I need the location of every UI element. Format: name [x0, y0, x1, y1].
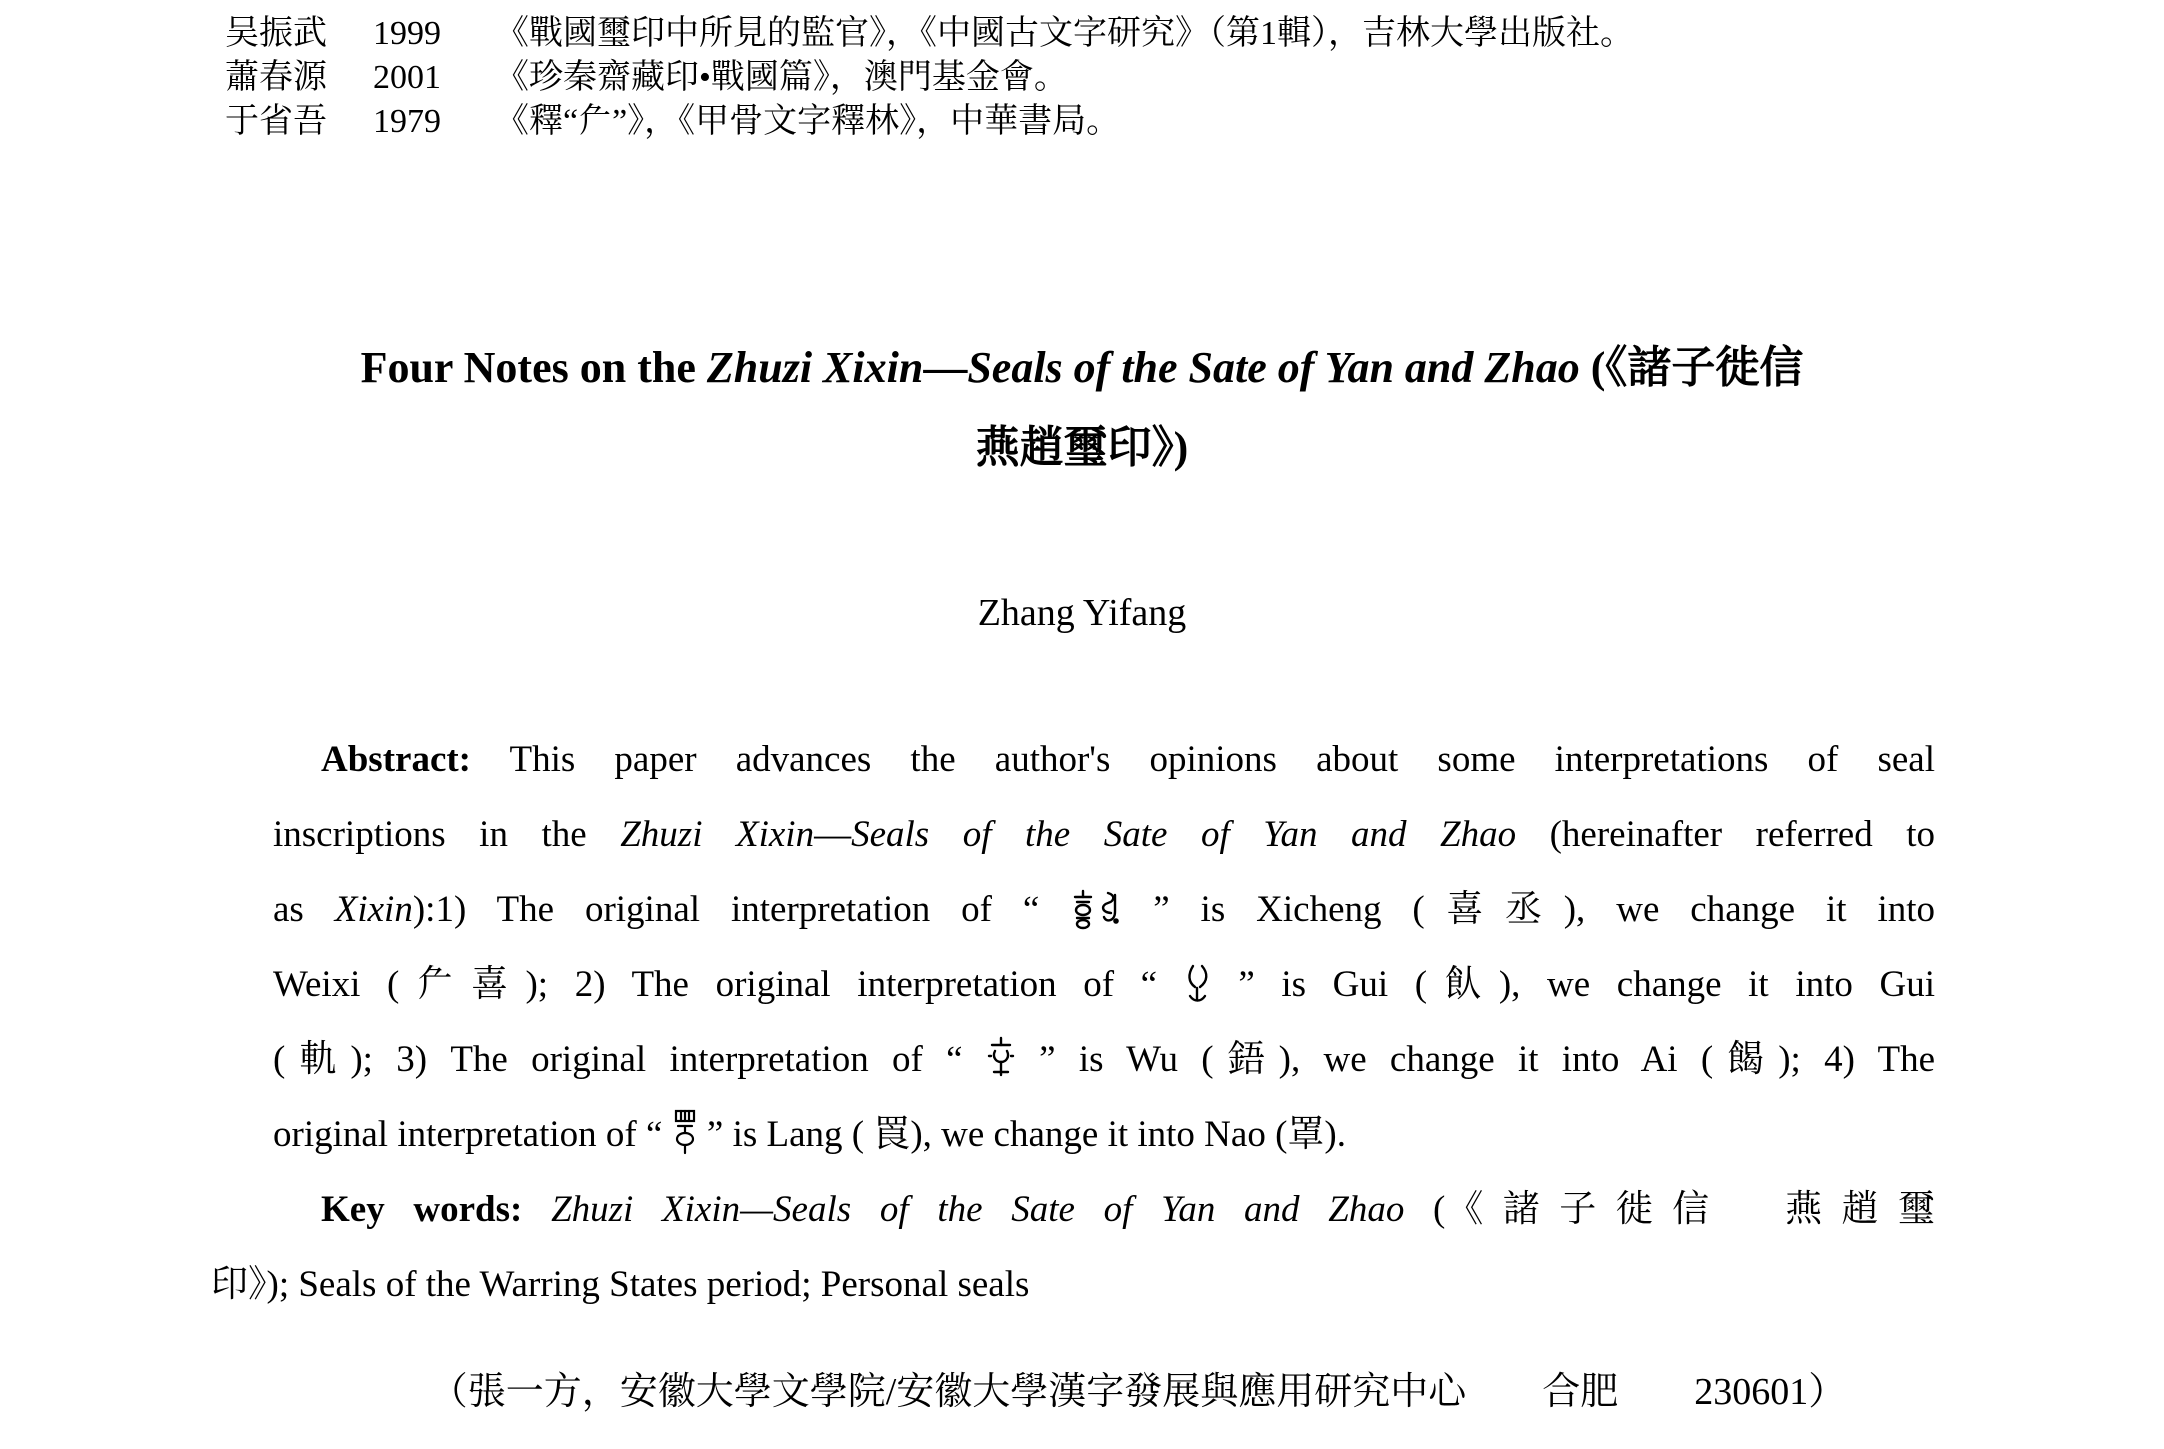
text-run: (軌); 3) The original interpretation of “	[273, 1039, 963, 1080]
seal-glyph-xicheng-icon	[1070, 888, 1122, 930]
bib-year: 2001	[373, 59, 441, 96]
text-run: ” is Wu (鋙), we change it into Ai (餲); 4) The	[1039, 1039, 1936, 1080]
text-run: 印》); Seals of the Warring States period; Personal seals	[211, 1264, 1030, 1305]
text-run: ” is Lang ( 䍚), we change it into Nao (罩).	[706, 1114, 1346, 1155]
text-run	[522, 1189, 551, 1230]
text-run: Zhuzi Xixin	[706, 343, 924, 392]
seal-glyph-wu-icon	[986, 1036, 1016, 1080]
text-run: as	[273, 889, 335, 930]
bibliography-entry	[225, 56, 2164, 100]
affiliation-line: （張一方，安徽大學文學院/安徽大學漢字發展與應用研究中心 合肥 230601）	[429, 1371, 1847, 1413]
abstract-line	[273, 797, 1935, 872]
text-run: (《諸子徙信	[1579, 343, 1804, 392]
bib-year: 1999	[373, 15, 441, 52]
bib-title: 《珍秦齋藏印•戰國篇》，澳門基金會。	[495, 59, 1068, 96]
text-run: ):1) The original interpretation of “	[412, 889, 1040, 930]
text-run: original interpretation of “	[273, 1114, 663, 1155]
text-run: This paper advances the author's opinions about some interpretations of seal	[471, 739, 1935, 780]
abstract-block	[211, 722, 1936, 1322]
bib-author: 于省吾	[225, 103, 327, 140]
text-run: inscriptions in the	[273, 814, 621, 855]
text-run: ” is Gui (飤), we change it into Gui	[1238, 964, 1936, 1005]
text-run: Seals of the Sate of Yan and Zhao	[967, 343, 1580, 392]
text-run: —	[923, 343, 968, 392]
text-run: 燕趙璽印》)	[975, 423, 1189, 472]
text-run: Four Notes on the	[360, 343, 707, 392]
seal-glyph-lang-icon	[672, 1109, 698, 1155]
text-run: (《諸子徙信 燕趙璽	[1404, 1189, 1936, 1230]
text-run: Xixin	[334, 889, 413, 930]
bib-year: 1979	[373, 103, 441, 140]
bibliography-entry	[225, 100, 2164, 144]
abstract-line	[273, 947, 1935, 1022]
text-run: ” is Xicheng (喜丞), we change it into	[1153, 889, 1936, 930]
text-run: Weixi (厃喜); 2) The original interpretation of “	[273, 964, 1158, 1005]
text-run: Key words:	[321, 1189, 523, 1230]
bibliography-entry	[225, 12, 2164, 56]
keywords-line	[273, 1172, 1935, 1247]
text-run: Seals of the Sate of Yan and Zhao	[851, 814, 1517, 855]
bib-title: 《戰國璽印中所見的監官》，《中國古文字研究》（第1輯），吉林大學出版社。	[495, 15, 1634, 52]
text-run: Abstract:	[321, 739, 472, 780]
seal-glyph-gui-icon	[1184, 963, 1212, 1005]
text-run: (hereinafter referred to	[1516, 814, 1936, 855]
paper-title-line1	[0, 328, 2164, 408]
bib-author: 吴振武	[225, 15, 327, 52]
bibliography	[225, 0, 2164, 144]
text-run: Zhuzi Xixin	[620, 814, 815, 855]
bib-title: 《釋“厃”》，《甲骨文字釋林》，中華書局。	[495, 103, 1121, 140]
abstract-line	[273, 1097, 1935, 1172]
paper-title-line2	[0, 408, 2164, 488]
keywords-line	[211, 1247, 1935, 1322]
paper-title	[0, 328, 2164, 488]
text-run: —	[814, 814, 852, 855]
abstract-line	[273, 872, 1935, 947]
text-run: Zhuzi Xixin—Seals of the Sate of Yan and Zhao	[551, 1189, 1405, 1230]
abstract-line	[273, 722, 1935, 797]
abstract-line	[273, 1022, 1935, 1097]
paper-author: Zhang Yifang	[977, 592, 1187, 634]
bib-author: 蕭春源	[225, 59, 327, 96]
